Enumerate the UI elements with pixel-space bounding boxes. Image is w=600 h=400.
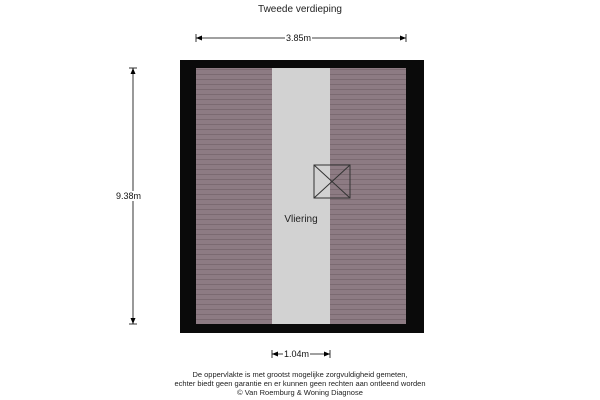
roof-slope-left [196,68,272,324]
room-label: Vliering [284,214,318,225]
copyright: © Van Roemburg & Woning Diagnose [237,388,363,397]
page-title: Tweede verdieping [258,4,342,15]
width-dimension-label: 3.85m [286,33,312,43]
floor-strip [272,68,330,324]
disclaimer-line-1: De oppervlakte is met grootst mogelijke zorgvuldigheid gemeten, [192,370,408,379]
disclaimer-line-2: echter biedt geen garantie en er kunnen geen rechten aan ontleend worden [174,379,426,388]
roof-slope-right [330,68,406,324]
inner-width-dimension-label: 1.04m [284,349,310,359]
disclaimer [0,370,600,397]
height-dimension-label: 9.38m [116,191,142,201]
